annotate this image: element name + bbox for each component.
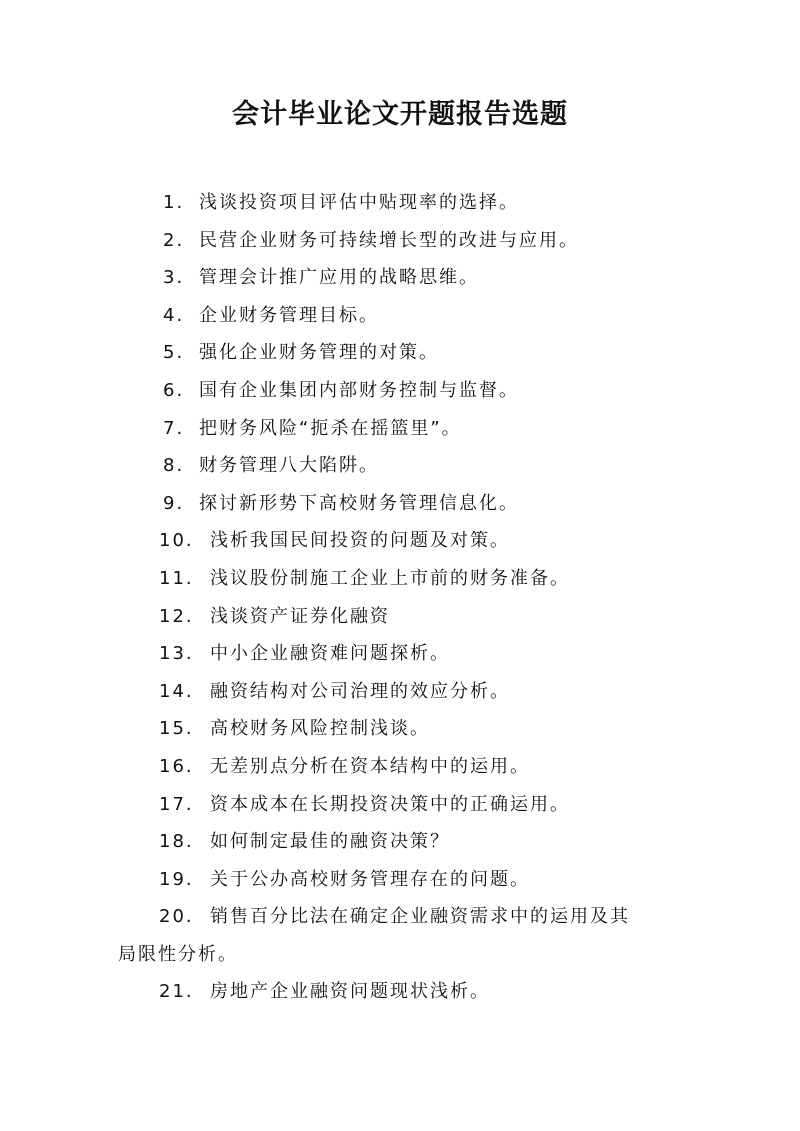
list-item (0, 447, 800, 485)
item-number: 16. (159, 755, 194, 777)
document-title: 会计毕业论文开题报告选题 (232, 99, 568, 130)
list-item (0, 898, 800, 973)
item-number: 8. (163, 455, 185, 477)
item-text: 浅析我国民间投资的问题及对策。 (210, 530, 510, 552)
item-text: 无差别点分析在资本结构中的运用。 (210, 755, 530, 777)
list-item (0, 635, 800, 673)
item-number: 12. (159, 605, 194, 627)
list-item (0, 410, 800, 448)
item-number: 2. (163, 229, 185, 251)
item-number: 20. (159, 906, 194, 928)
item-text: 探讨新形势下高校财务管理信息化。 (199, 492, 519, 514)
item-text: 民营企业财务可持续增长型的改进与应用。 (199, 229, 579, 251)
item-text: 浅谈投资项目评估中贴现率的选择。 (199, 192, 519, 213)
item-text: 资本成本在长期投资决策中的正确运用。 (210, 793, 570, 815)
item-text: 强化企业财务管理的对策。 (199, 342, 439, 364)
item-number: 6. (163, 379, 185, 401)
list-item (0, 748, 800, 786)
item-text: 浅谈资产证券化融资 (210, 605, 390, 627)
item-text: 中小企业融资难问题探析。 (210, 643, 450, 665)
item-number: 1. (163, 192, 185, 213)
list-item (0, 973, 800, 1011)
item-text: 把财务风险“扼杀在摇篮里”。 (199, 417, 462, 439)
list-item (0, 786, 800, 824)
item-number: 3. (163, 267, 185, 289)
list-item (0, 673, 800, 711)
item-text: 高校财务风险控制浅谈。 (210, 718, 430, 740)
item-number: 9. (163, 492, 185, 514)
item-number: 19. (159, 868, 194, 890)
list-item (0, 372, 800, 410)
list-item (0, 560, 800, 598)
item-text: 国有企业集团内部财务控制与监督。 (199, 379, 519, 401)
item-text: 财务管理八大陷阱。 (199, 455, 379, 477)
item-number: 11. (159, 567, 194, 589)
item-number: 7. (163, 417, 185, 439)
item-text: 关于公办高校财务管理存在的问题。 (210, 868, 530, 890)
item-number: 21. (159, 981, 194, 1003)
list-item (0, 598, 800, 636)
item-text: 销售百分比法在确定企业融资需求中的运用及其 (210, 906, 630, 928)
list-item (0, 184, 800, 222)
list-item (0, 485, 800, 523)
list-item (0, 861, 800, 899)
list-item (0, 522, 800, 560)
item-number: 4. (163, 304, 185, 326)
item-number: 13. (159, 643, 194, 665)
item-number: 5. (163, 342, 185, 364)
list-item (0, 710, 800, 748)
list-item (0, 297, 800, 335)
list-item (0, 259, 800, 297)
list-item (0, 334, 800, 372)
item-number: 17. (159, 793, 194, 815)
item-text: 企业财务管理目标。 (199, 304, 379, 326)
item-text: 融资结构对公司治理的效应分析。 (210, 680, 510, 702)
item-number: 15. (159, 718, 194, 740)
item-text-continuation: 局限性分析。 (118, 943, 238, 965)
list-item (0, 222, 800, 260)
item-text: 如何制定最佳的融资决策？ (210, 831, 450, 853)
topic-list (0, 184, 800, 1011)
item-number: 18. (159, 831, 194, 853)
item-number: 14. (159, 680, 194, 702)
item-number: 10. (159, 530, 194, 552)
list-item (0, 823, 800, 861)
item-text: 管理会计推广应用的战略思维。 (199, 267, 479, 289)
item-text: 房地产企业融资问题现状浅析。 (210, 981, 490, 1003)
item-text: 浅议股份制施工企业上市前的财务准备。 (210, 567, 570, 589)
